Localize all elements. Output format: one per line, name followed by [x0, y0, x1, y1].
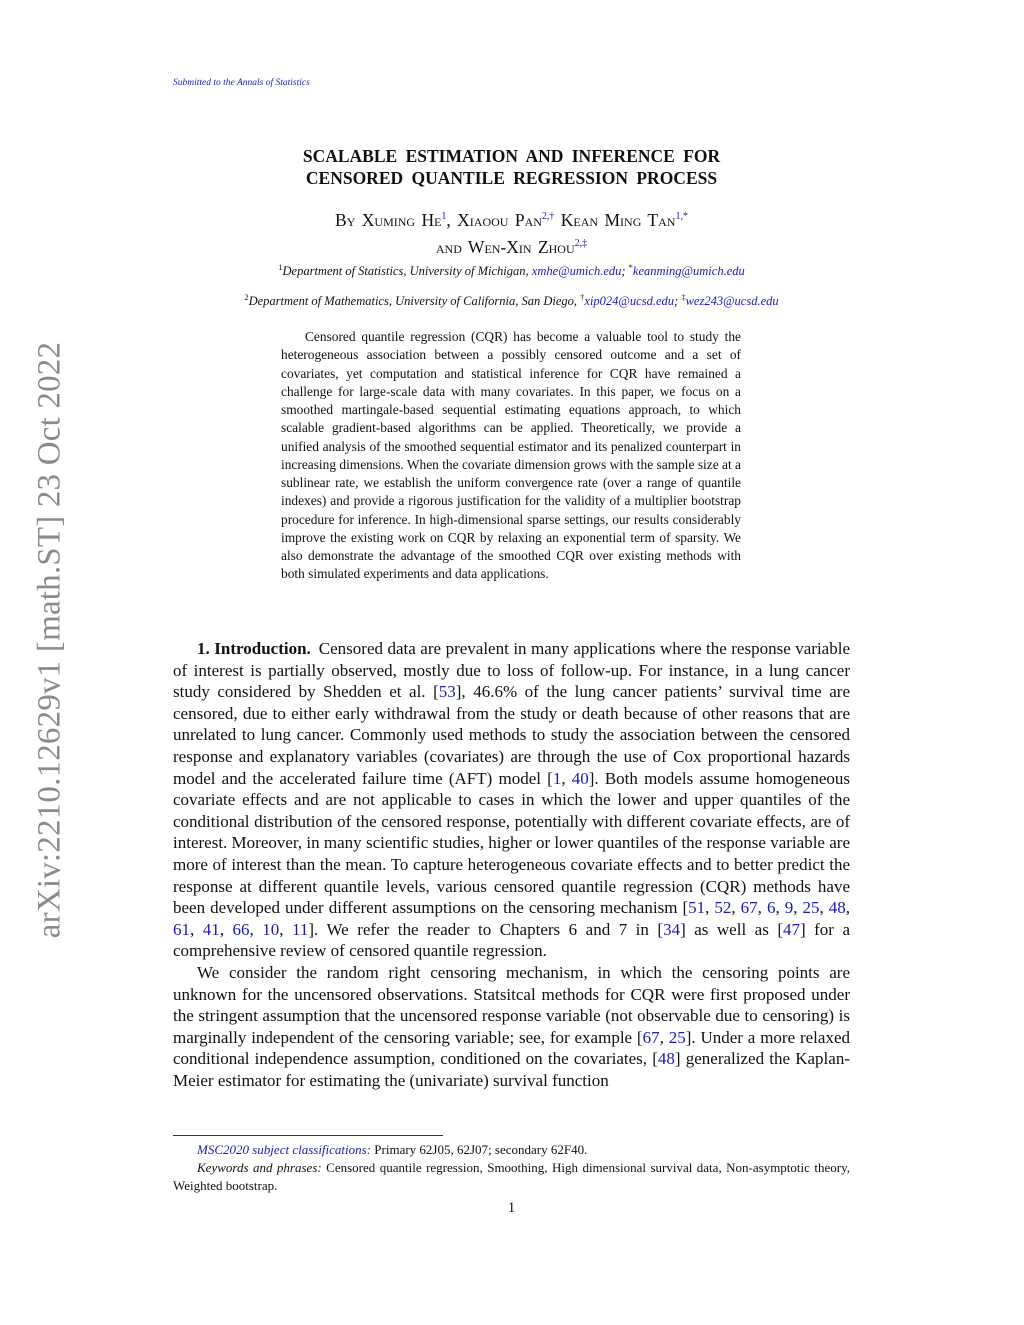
author-zhou: Wen-Xin Zhou — [467, 236, 575, 257]
page-number: 1 — [507, 1200, 516, 1216]
journal-header[interactable]: Submitted to the Annals of Statistics — [173, 78, 310, 88]
aff1-text: Department of Statistics, University of Michigan, — [282, 264, 532, 279]
citation-link[interactable]: 10 — [262, 919, 280, 939]
aff2-ddagger-marker: ‡ — [681, 292, 686, 302]
aff1-star-marker: * — [628, 262, 633, 272]
abstract: Censored quantile regression (CQR) has become a valuable tool to study the heterogeneous association between a possibly censored outcome and a set of covariates, yet computation and statistical inference for CQR have remained a challenge for large-scale data with many covariates. In this paper, we focus on a smoothed martingale-based sequential estimating equations approach, to which scalable gradient-based algorithms can be applied. Theoretically, we provide a unified analysis of the smoothed sequential estimator and its penalized counterpart in increasing dimensions. When the covariate dimension grows with the sample size at a sublinear rate, we establish the uniform convergence rate (over a range of quantile indexes) and provide a rigorous justification for the validity of a multiplier bootstrap procedure for inference. In high-dimensional sparse settings, our results considerably improve the existing work on CQR by relaxing an exponential term of sparsity. We also demonstrate the advantage of the smoothed CQR over existing methods with both simulated experiments and data applications. — [281, 329, 741, 582]
author-zhou-mark[interactable]: 2,‡ — [574, 237, 588, 249]
citation-link[interactable]: 47 — [782, 919, 800, 939]
footnote-divider — [173, 1135, 443, 1136]
by-word: By — [335, 209, 356, 230]
citation-separator: , — [249, 919, 263, 939]
aff2-text: Department of Mathematics, University of California, San Diego, — [248, 294, 581, 309]
aff1-marker: 1 — [278, 262, 283, 272]
intro-p2-text-1: We consider the random right censoring mechanism, in which the censoring points are unknown for the uncensored observations. Statsitcal methods for CQR were first proposed under the stringent assumption that the uncensored response variable (not observable due to censoring) is marginally independent of the censoring variable; see, for example [ — [173, 962, 850, 1047]
keywords-label: Keywords and phrases: — [197, 1160, 322, 1175]
citation-link[interactable]: 52 — [714, 898, 732, 918]
email-link-xmhe[interactable]: xmhe@umich.edu — [531, 264, 622, 279]
citation-link[interactable]: 9 — [784, 898, 794, 918]
aff2-marker: 2 — [244, 292, 249, 302]
citation-link[interactable]: 40 — [571, 768, 589, 788]
citation-separator: , — [279, 919, 292, 939]
citation-link[interactable]: 6 — [766, 898, 776, 918]
affiliation-ucsd — [173, 292, 850, 309]
title-line-2: CENSORED QUANTILE REGRESSION PROCESS — [305, 168, 718, 188]
intro-p1-text-5: ] as well as [ — [680, 919, 783, 939]
footnotes — [173, 1141, 850, 1195]
citation-link[interactable]: 53 — [438, 682, 456, 702]
citation-link[interactable]: 66 — [232, 919, 250, 939]
aff1-separator: ; — [621, 264, 629, 279]
citation-separator: , — [219, 919, 233, 939]
section-heading: Introduction. — [214, 639, 311, 658]
citation-separator: , — [190, 919, 203, 939]
intro-p1-text-2: ], 46.6% of the lung cancer patients’ survival time are censored, due to either early withdrawal from the study or death because of other reasons that are unrelated to lung cancer. Commonly used methods to study the association between the censored response and explanatory variables (covariates) are through the use of Cox proportional hazards model and the accelerated failure time (AFT) model [ — [173, 682, 850, 788]
intro-p1-text-1: Censored data are prevalent in many applications where the response variable of interest is partially observed, mostly due to loss of follow-up. For instance, in a lung cancer study considered by Shedden et al. [ — [173, 639, 851, 702]
citation-link[interactable]: 34 — [663, 919, 681, 939]
author-pan: Xiaoou Pan — [457, 209, 542, 230]
citation-separator: , — [659, 1027, 669, 1047]
author-list — [173, 205, 850, 259]
citation-separator: , — [845, 898, 851, 918]
author-tan: Kean Ming Tan — [560, 209, 676, 230]
aff2-dagger-marker: † — [580, 292, 585, 302]
citation-link[interactable]: 48 — [657, 1049, 675, 1069]
citation-link[interactable]: 67 — [740, 898, 758, 918]
msc-classification-link[interactable]: MSC2020 subject classifications: — [197, 1142, 372, 1157]
citation-link[interactable]: 25 — [802, 898, 820, 918]
section-introduction — [173, 638, 850, 1091]
citation-link[interactable]: 11 — [292, 919, 309, 939]
citation-separator: , — [561, 768, 572, 788]
citation-separator: , — [819, 898, 829, 918]
citation-separator: , — [793, 898, 803, 918]
keywords-text: Censored quantile regression, Smoothing, High dimensional survival data, Non-asymptotic theory, Weighted bootstrap. — [173, 1160, 850, 1193]
paper-title — [173, 145, 850, 189]
email-link-keanming[interactable]: keanming@umich.edu — [632, 264, 745, 279]
citation-link[interactable]: 61 — [173, 919, 190, 939]
intro-paragraph-2 — [173, 962, 850, 1092]
keywords-footnote — [173, 1159, 850, 1195]
citation-link[interactable]: 48 — [828, 898, 846, 918]
citation-link[interactable]: 67 — [642, 1027, 660, 1047]
citation-separator: , — [731, 898, 741, 918]
email-link-wez243[interactable]: wez243@ucsd.edu — [685, 294, 779, 309]
author-tan-mark[interactable]: 1,* — [675, 211, 688, 222]
citation-link[interactable]: 51 — [688, 898, 706, 918]
intro-p2-text-2: ]. Under a more relaxed conditional independence assumption, conditioned on the covariates, [ — [173, 1027, 850, 1069]
intro-p1-text-6: ] for a comprehensive review of censored quantile regression. — [173, 919, 851, 961]
citation-separator: , — [705, 898, 715, 918]
author-he-mark[interactable]: 1 — [441, 211, 447, 222]
affiliation-michigan — [173, 262, 850, 279]
citation-link[interactable]: 1 — [552, 768, 562, 788]
aff2-separator: ; — [674, 294, 682, 309]
citation-link[interactable]: 41 — [202, 919, 220, 939]
author-he: Xuming He — [361, 209, 442, 230]
intro-p1-text-4: ]. We refer the reader to Chapters 6 and 7 in [ — [308, 919, 664, 939]
arxiv-identifier-stamp: arXiv:2210.12629v1 [math.ST] 23 Oct 2022 — [31, 341, 68, 939]
intro-p1-text-3: ]. Both models assume homogeneous covariate effects and are not applicable to cases in which the lower and upper quantiles of the conditional distribution of the censored response, potentially with different covariate effects, are of interest. Moreover, in many scientific studies, higher or lower quantiles of the response variable are more of interest than the mean. To capture heterogeneous covariate effects and to better predict the response at different quantile levels, various censored quantile regression (CQR) methods have been developed under different assumptions on the censoring mechanism [ — [173, 768, 851, 918]
author-line-2 — [173, 232, 850, 259]
intro-p2-text-3: ] generalized the Kaplan-Meier estimator for estimating the (univariate) survival function — [173, 1049, 850, 1090]
section-number: 1. — [197, 639, 210, 658]
email-link-xip024[interactable]: xip024@ucsd.edu — [584, 294, 675, 309]
author-pan-mark[interactable]: 2,† — [541, 211, 555, 222]
citation-separator: , — [757, 898, 767, 918]
and-word: and — [435, 236, 462, 257]
author-line-1: By Xuming He$^1$, Xiaoou Pan$^{2,\dagger}$ Kean Ming Tan$^{1,*}$ — [335, 209, 688, 230]
msc-codes: Primary 62J05, 62J07; secondary 62F40. — [371, 1142, 588, 1157]
citation-separator: , — [775, 898, 785, 918]
title-line-1: SCALABLE ESTIMATION AND INFERENCE FOR — [302, 146, 721, 166]
intro-paragraph-1 — [173, 638, 850, 962]
citation-link[interactable]: 25 — [668, 1027, 686, 1047]
msc-footnote — [173, 1141, 850, 1159]
